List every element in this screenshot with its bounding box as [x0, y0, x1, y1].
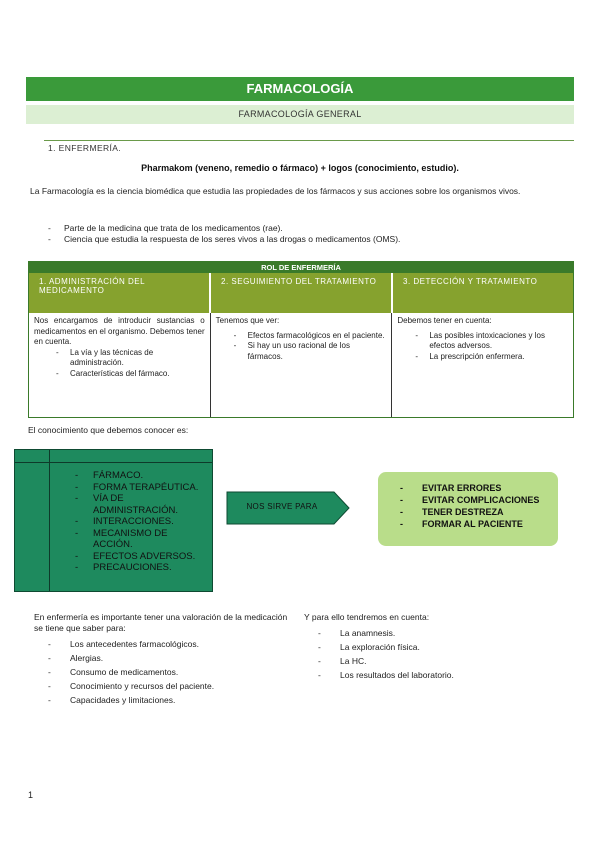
list-item: - Si hay un uso racional de los fármacos. — [232, 341, 387, 362]
list-item: - La anamnesis. — [304, 626, 574, 640]
assessment-left-intro: En enfermería es importante tener una valoración de la medicación se tiene que saber para: — [34, 612, 288, 633]
page-number: 1 — [28, 790, 34, 800]
list-item: - VÍA DE ADMINISTRACIÓN. — [75, 493, 207, 516]
list-item: - Alergias. — [34, 651, 296, 665]
column-deteccion: 3. DETECCIÓN Y TRATAMIENTO — [393, 273, 573, 313]
list-item: - Ciencia que estudia la respuesta de los seres vivos a las drogas o medicamentos (OMS). — [46, 234, 566, 245]
list-item: - Efectos farmacológicos en el paciente. — [232, 331, 387, 342]
page-subtitle: FARMACOLOGÍA GENERAL — [26, 105, 574, 124]
section-heading: 1. ENFERMERÍA. — [48, 143, 122, 153]
cell-intro: Debemos tener en cuenta: — [397, 316, 492, 325]
knowledge-list — [75, 470, 207, 574]
table-columns — [29, 273, 573, 313]
list-item: - Capacidades y limitaciones. — [34, 693, 296, 707]
list-item: - Consumo de medicamentos. — [34, 665, 296, 679]
definition-paragraph: La Farmacología es la ciencia biomédica que estudia las propiedades de los fármacos y sus acciones sobre los organismos vivos. — [30, 186, 521, 196]
cell-intro: Nos encargamos de introducir sustancias o medicamentos en el organismo. Debemos tener en cuenta. — [34, 316, 205, 346]
page-title: FARMACOLOGÍA — [26, 77, 574, 101]
list-item: - La HC. — [304, 654, 574, 668]
etymology: Pharmakom (veneno, remedio o fármaco) + logos (conocimiento, estudio). — [141, 163, 459, 173]
list-item: - Las posibles intoxicaciones y los efectos adversos. — [413, 331, 568, 352]
list-item: - MECANISMO DE ACCIÓN. — [75, 528, 207, 551]
assessment-right — [304, 612, 574, 682]
table-body — [29, 313, 573, 417]
list-item: - La vía y las técnicas de administración. — [54, 348, 205, 369]
knowledge-label: El conocimiento que debemos conocer es: — [28, 425, 189, 435]
list-item: - La exploración física. — [304, 640, 574, 654]
cell-intro: Tenemos que ver: — [215, 316, 280, 325]
box-divider — [15, 462, 212, 463]
list-item: - INTERACCIONES. — [75, 516, 207, 528]
rol-enfermeria-table — [28, 261, 574, 418]
list-item: - Características del fármaco. — [54, 369, 205, 380]
column-seguimiento: 2. SEGUIMIENTO DEL TRATAMIENTO — [211, 273, 393, 313]
list-item: - PRECAUCIONES. — [75, 562, 207, 574]
list-item: - EVITAR ERRORES — [398, 482, 539, 494]
table-cell — [392, 313, 573, 417]
list-item: - La prescripción enfermera. — [413, 352, 568, 363]
results-list — [398, 482, 539, 530]
section-divider — [44, 140, 574, 141]
definitions-list — [46, 223, 566, 245]
column-administracion: 1. ADMINISTRACIÓN DEL MEDICAMENTO — [29, 273, 211, 313]
list-item: - FÁRMACO. — [75, 470, 207, 482]
results-box — [378, 472, 558, 546]
list-item: - FORMA TERAPÉUTICA. — [75, 482, 207, 494]
assessment-right-intro: Y para ello tendremos en cuenta: — [304, 612, 430, 622]
table-cell — [29, 313, 211, 417]
list-item: - Parte de la medicina que trata de los medicamentos (rae). — [46, 223, 566, 234]
arrow-label: NOS SIRVE PARA — [246, 502, 318, 511]
list-item: - TENER DESTREZA — [398, 506, 539, 518]
assessment-left — [34, 612, 296, 707]
knowledge-box — [14, 449, 213, 592]
table-cell — [211, 313, 393, 417]
list-item: - EVITAR COMPLICACIONES — [398, 494, 539, 506]
list-item: - FORMAR AL PACIENTE — [398, 518, 539, 530]
list-item: - Conocimiento y recursos del paciente. — [34, 679, 296, 693]
table-header: ROL DE ENFERMERÍA — [29, 262, 573, 273]
list-item: - EFECTOS ADVERSOS. — [75, 551, 207, 563]
box-divider — [49, 450, 50, 591]
list-item: - Los antecedentes farmacológicos. — [34, 637, 296, 651]
list-item: - Los resultados del laboratorio. — [304, 668, 574, 682]
